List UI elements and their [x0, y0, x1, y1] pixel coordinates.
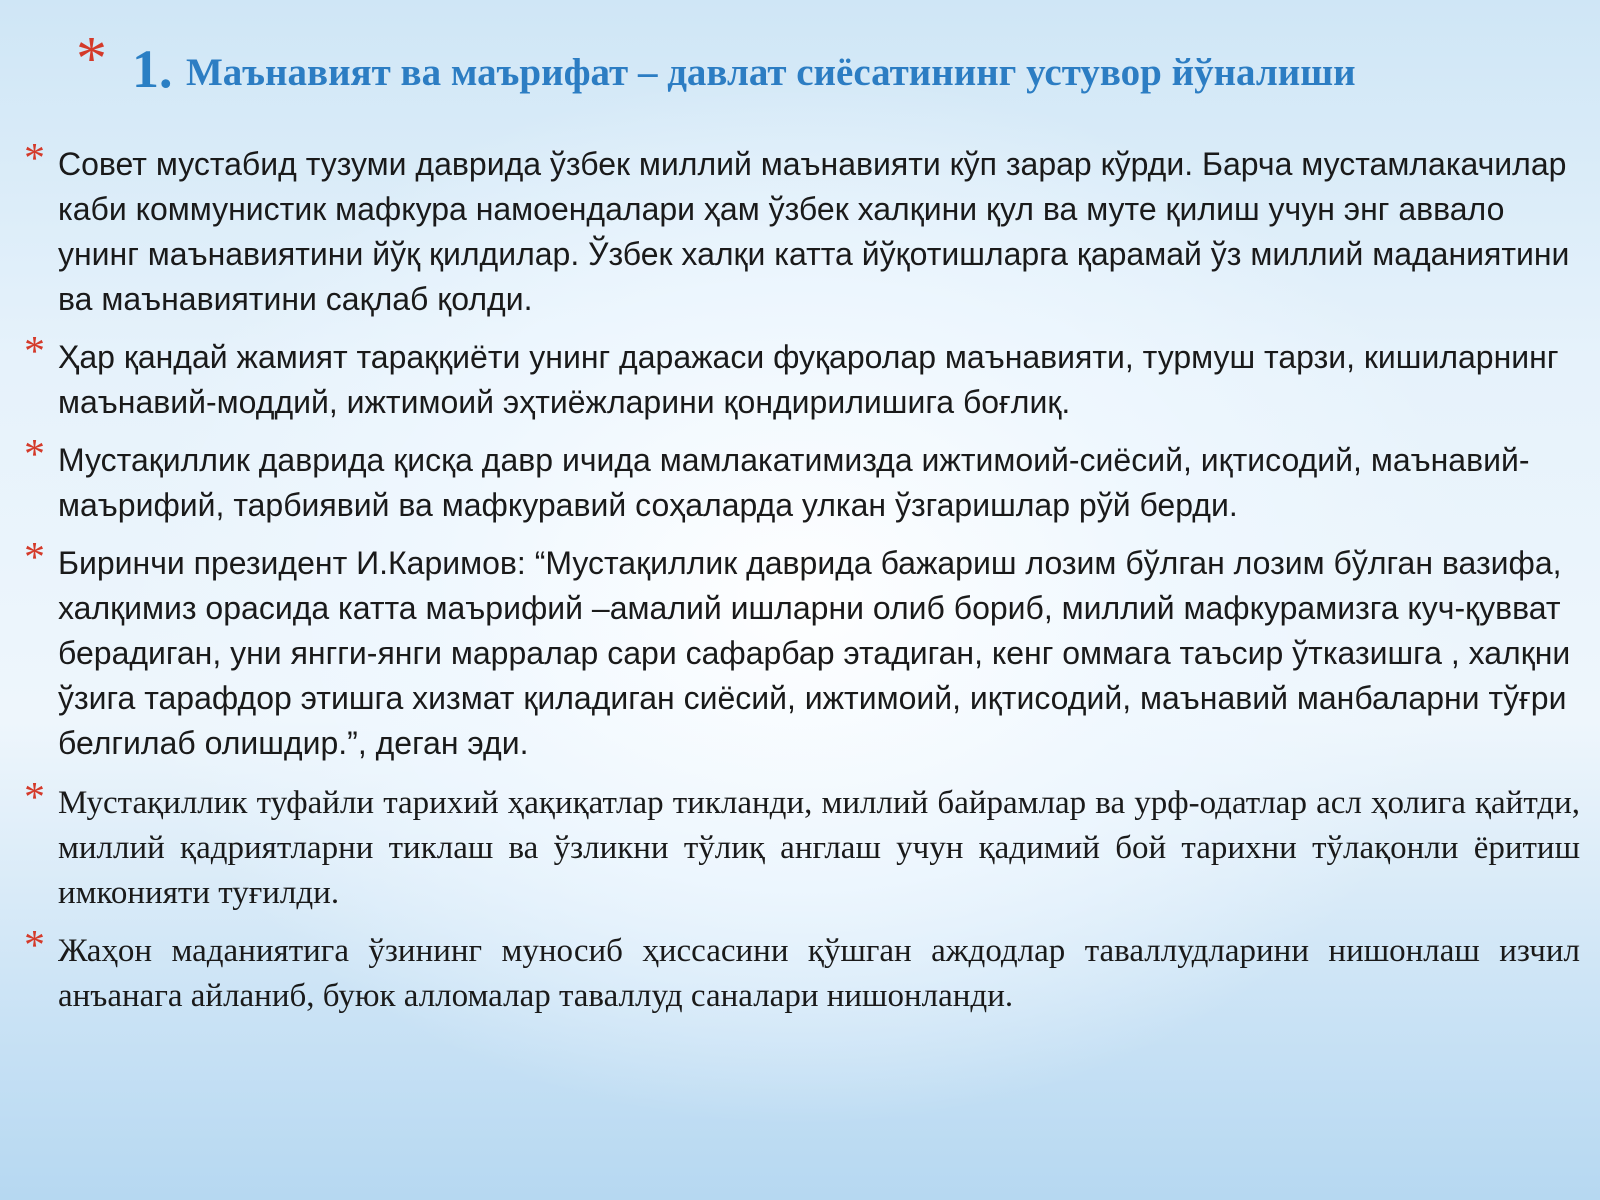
bullet-asterisk: *	[24, 136, 45, 182]
bullet-item-2	[24, 329, 1580, 425]
title-bullet-asterisk: *	[76, 25, 107, 93]
bullet-text: Мустақиллик даврида қисқа давр ичида мамлакатимизда ижтимоий-сиёсий, иқтисодий, маънавий-маърифий, тарбиявий ва мафкуравий соҳаларда улкан ўзгаришлар рўй берди.	[58, 442, 1530, 523]
bullet-asterisk: *	[24, 923, 45, 969]
bullet-text: Биринчи президент И.Каримов: “Мустақиллик даврида бажариш лозим бўлган лозим бўлган вазифа, халқимиз орасида катта маърифий –амалий ишларни олиб бориб, миллий мафкурамизга куч-қувват берадиган, уни янгги-янги марралар сари сафарбар этадиган, кенг оммага таъсир ўтказишга , халқни ўзига тарафдор этишга хизмат қиладиган сиёсий, ижтимоий, иқтисодий, маънавий манбаларни тўғри белгилаб олишдир.”, деган эди.	[58, 545, 1571, 761]
bullet-asterisk: *	[24, 432, 45, 478]
bullet-item-6	[24, 923, 1580, 1019]
bullet-asterisk: *	[24, 329, 45, 375]
bullet-list	[24, 136, 1580, 1019]
bullet-item-1	[24, 136, 1580, 322]
bullet-item-5	[24, 775, 1580, 916]
bullet-item-3	[24, 432, 1580, 528]
title-number: 1.	[132, 39, 173, 99]
title-text: Маънавият ва маърифат – давлат сиёсатининг устувор йўналиши	[186, 51, 1356, 94]
bullet-text: Жаҳон маданиятига ўзининг муносиб ҳиссасини қўшган аждодлар таваллудларини нишонлаш изчил анъанага айланиб, буюк алломалар таваллуд саналари нишонланди.	[58, 933, 1580, 1014]
bullet-text: Мустақиллик туфайли тарихий ҳақиқатлар тикланди, миллий байрамлар ва урф-одатлар асл ҳолига қайтди, миллий қадриятларни тиклаш ва ўзликни тўлиқ англаш учун қадимий бой тарихни тўлақонли ёритиш имконияти туғилди.	[58, 785, 1580, 911]
bullet-item-4	[24, 535, 1580, 766]
bullet-asterisk: *	[24, 775, 45, 821]
bullet-asterisk: *	[24, 535, 45, 581]
bullet-text: Ҳар қандай жамият тараққиёти унинг даражаси фуқаролар маънавияти, турмуш тарзи, кишиларнинг маънавий-моддий, ижтимоий эҳтиёжларини қондирилишига боғлиқ.	[58, 339, 1559, 420]
bullet-text: Совет мустабид тузуми даврида ўзбек миллий маънавияти кўп зарар кўрди. Барча мустамлакачилар каби коммунистик мафкура намоендалари ҳам ўзбек халқини қул ва муте қилиш учун энг аввало унинг маънавиятини йўқ қилдилар. Ўзбек халқи катта йўқотишларга қарамай ўз миллий маданиятини ва маънавиятини сақлаб қолди.	[58, 146, 1570, 317]
